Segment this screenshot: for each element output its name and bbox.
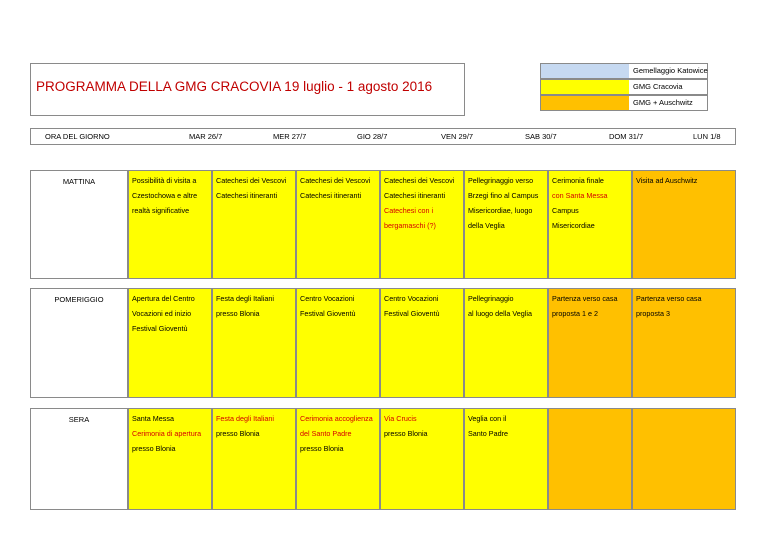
cell-line: Catechesi itineranti xyxy=(216,191,278,200)
cell-line: bergamaschi (?) xyxy=(384,221,436,230)
row-label-sera xyxy=(30,408,128,510)
cell-line: Via Crucis xyxy=(384,414,417,423)
legend-swatch xyxy=(541,64,629,78)
legend-item-cracovia xyxy=(540,79,708,95)
header-day-gio: GIO 28/7 xyxy=(357,132,388,141)
cell-line: Festa degli Italiani xyxy=(216,414,274,423)
cell-line: Veglia con il xyxy=(468,414,507,423)
legend-item-auschwitz xyxy=(540,95,708,111)
cell-mattina-dom xyxy=(548,170,632,279)
cell-line: Misericordiae xyxy=(552,221,595,230)
cell-line: Cerimonia accoglienza xyxy=(300,414,373,423)
header-row xyxy=(30,128,736,145)
cell-sera-sab xyxy=(464,408,548,510)
cell-line: Visita ad Auschwitz xyxy=(636,176,698,185)
row-label-text: POMERIGGIO xyxy=(54,295,104,304)
cell-line: Cerimonia finale xyxy=(552,176,604,185)
cell-line: proposta 3 xyxy=(636,309,670,318)
cell-sera-gio xyxy=(296,408,380,510)
page-title: PROGRAMMA DELLA GMG CRACOVIA 19 luglio - 1 agosto 2016 xyxy=(36,79,433,94)
cell-sera-mer xyxy=(212,408,296,510)
header-day-lun: LUN 1/8 xyxy=(693,132,721,141)
legend-swatch xyxy=(541,80,629,94)
cell-sera-mar xyxy=(128,408,212,510)
cell-pomeriggio-dom xyxy=(548,288,632,398)
row-label-text: SERA xyxy=(68,415,90,424)
cell-mattina-sab xyxy=(464,170,548,279)
cell-line: Partenza verso casa xyxy=(552,294,618,303)
header-day-mar: MAR 26/7 xyxy=(189,132,223,141)
cell-line: Czestochowa e altre xyxy=(132,191,198,200)
cell-line: con Santa Messa xyxy=(552,191,608,200)
cell-line: Vocazioni ed inizio xyxy=(132,309,192,318)
cell-line: proposta 1 e 2 xyxy=(552,309,598,318)
legend-label: GMG + Auschwitz xyxy=(633,98,693,107)
legend-swatch xyxy=(541,96,629,110)
cell-line: Catechesi con i xyxy=(384,206,434,215)
cell-pomeriggio-sab xyxy=(464,288,548,398)
cell-mattina-gio xyxy=(296,170,380,279)
cell-sera-ven xyxy=(380,408,464,510)
header-day-ven: VEN 29/7 xyxy=(441,132,474,141)
cell-line: Catechesi dei Vescovi xyxy=(384,176,455,185)
legend-label: Gemellaggio Katowice xyxy=(633,66,708,75)
row-label-pomeriggio xyxy=(30,288,128,398)
header-day-mer: MER 27/7 xyxy=(273,132,307,141)
cell-line: Catechesi itineranti xyxy=(384,191,446,200)
cell-line: al luogo della Veglia xyxy=(468,309,532,318)
row-label-mattina xyxy=(30,170,128,279)
cell-line: Santo Padre xyxy=(468,429,508,438)
cell-pomeriggio-mer xyxy=(212,288,296,398)
cell-pomeriggio-gio xyxy=(296,288,380,398)
legend-item-katowice xyxy=(540,63,708,79)
legend-label: GMG Cracovia xyxy=(633,82,683,91)
cell-line: Centro Vocazioni xyxy=(384,294,439,303)
cell-line: Catechesi dei Vescovi xyxy=(216,176,287,185)
cell-line: presso Blonia xyxy=(384,429,428,438)
cell-line: realtà significative xyxy=(132,206,190,215)
cell-line: Festival Gioventù xyxy=(132,324,188,333)
header-time-of-day: ORA DEL GIORNO xyxy=(45,132,110,141)
header-day-sab: SAB 30/7 xyxy=(525,132,557,141)
cell-line: presso Blonia xyxy=(132,444,176,453)
cell-pomeriggio-mar xyxy=(128,288,212,398)
header-day-dom: DOM 31/7 xyxy=(609,132,644,141)
cell-line: Catechesi dei Vescovi xyxy=(300,176,371,185)
cell-mattina-mer xyxy=(212,170,296,279)
cell-line: presso Blonia xyxy=(216,309,260,318)
cell-pomeriggio-ven xyxy=(380,288,464,398)
cell-line: Catechesi itineranti xyxy=(300,191,362,200)
cell-line: Possibilità di visita a xyxy=(132,176,197,185)
cell-sera-dom xyxy=(548,408,632,510)
cell-sera-lun xyxy=(632,408,736,510)
cell-line: Festival Gioventù xyxy=(300,309,356,318)
cell-line: della Veglia xyxy=(468,221,505,230)
cell-mattina-ven xyxy=(380,170,464,279)
cell-line: Misericordiae, luogo xyxy=(468,206,533,215)
cell-line: Apertura del Centro xyxy=(132,294,195,303)
cell-line: del Santo Padre xyxy=(300,429,352,438)
cell-line: presso Blonia xyxy=(216,429,260,438)
cell-line: Pellegrinaggio verso xyxy=(468,176,534,185)
cell-line: Partenza verso casa xyxy=(636,294,702,303)
cell-line: presso Blonia xyxy=(300,444,344,453)
cell-line: Centro Vocazioni xyxy=(300,294,355,303)
cell-line: Festival Gioventù xyxy=(384,309,440,318)
cell-line: Campus xyxy=(552,206,579,215)
cell-line: Festa degli Italiani xyxy=(216,294,274,303)
cell-mattina-lun xyxy=(632,170,736,279)
cell-mattina-mar xyxy=(128,170,212,279)
cell-line: Pellegrinaggio xyxy=(468,294,514,303)
row-label-text: MATTINA xyxy=(62,177,96,186)
cell-line: Brzegi fino al Campus xyxy=(468,191,539,200)
cell-line: Santa Messa xyxy=(132,414,174,423)
cell-line: Cerimonia di apertura xyxy=(132,429,202,438)
cell-pomeriggio-lun xyxy=(632,288,736,398)
